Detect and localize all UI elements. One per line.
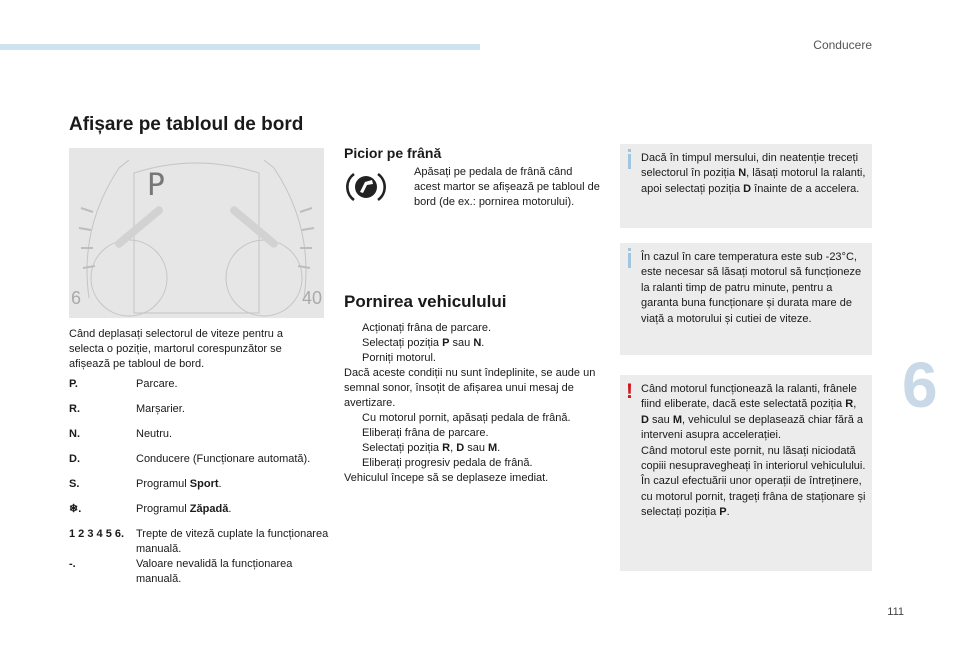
def-value: Trepte de viteză cuplate la funcționarea manuală. [136, 528, 329, 555]
cluster-drawing [69, 148, 324, 318]
start-step [344, 336, 602, 351]
warning-box-text [641, 382, 867, 521]
def-value-bold: Zăpadă [189, 503, 229, 515]
def-value [136, 477, 329, 492]
start-paragraph: Vehiculul începe să se deplaseze imediat. [344, 472, 549, 484]
warning-text-part: Când motorul funcționează la ralanti, frânele fiind eliberate, dacă este selectată poziția [641, 383, 857, 411]
gear-code: D [641, 413, 649, 426]
def-key: ❄. [69, 503, 82, 515]
step-text: Cu motorul pornit, apăsați pedala de frână. [362, 412, 571, 424]
def-value: Marșarier. [136, 403, 185, 415]
step-text [362, 336, 484, 351]
section-label: Conducere [813, 38, 872, 52]
brake-pedal-warning-icon [346, 170, 386, 204]
warning-text-part: sau [648, 413, 673, 426]
def-key: 1 2 3 4 5 6. [69, 528, 125, 540]
intro-text: Când deplasați selectorul de viteze pentru a selecta o poziție, martorul corespunzător se afișează pe tabloul de bord. [69, 328, 284, 370]
page-number: 111 [887, 606, 904, 618]
cluster-scale-left: 6 [71, 288, 82, 308]
info-text-part: Dacă în timpul mersului, din neatenție treceți selectorul în poziția [641, 152, 859, 180]
warning-paragraph: Când motorul este pornit, nu lăsați niciodată copiii nesupravegheați în interiorul vehiculului. [641, 444, 866, 473]
def-value: Parcare. [136, 378, 178, 390]
start-step [344, 441, 602, 456]
step-text-part: sau [449, 337, 474, 349]
start-paragraph: Dacă aceste condiții nu sunt îndeplinite, se aude un semnal sonor, însoțit de afișarea unui mesaj de avertizare. [344, 367, 596, 409]
gear-code: D [456, 442, 465, 454]
start-step [344, 426, 602, 441]
gear-code: D [743, 182, 752, 195]
gear-code: R [845, 398, 854, 411]
warning-text-part: , vehiculul se deplasează chiar fără a interveni asupra accelerației. [641, 413, 863, 442]
bullet-marker [344, 426, 362, 441]
info-box-text [641, 151, 867, 197]
start-step [344, 321, 602, 336]
step-text-part: sau [464, 442, 488, 454]
info-text-part: înainte de a accelera. [751, 182, 860, 195]
cluster-scale-right: 40 [301, 288, 322, 308]
step-text: Acționați frâna de parcare. [362, 322, 492, 334]
def-value-bold: Sport [189, 478, 219, 490]
step-text-part: . [497, 442, 501, 454]
def-row [69, 452, 329, 467]
step-text-part: Selectați poziția [362, 337, 443, 349]
warning-icon: ! [626, 380, 633, 403]
brake-instruction-text: Apăsați pe pedala de frână când acest martor se afișează pe tabloul de bord (de ex.: pornirea motorului). [414, 166, 600, 208]
step-text-part: Selectați poziția [362, 442, 443, 454]
gear-code: N [738, 167, 747, 180]
def-value-text: Programul [136, 503, 190, 515]
def-key: S. [69, 478, 80, 490]
warning-paragraph [641, 382, 867, 444]
info-icon [628, 253, 631, 268]
page-title: Afișare pe tabloul de bord [69, 114, 304, 135]
def-value: Valoare nevalidă la funcționarea manuală. [136, 558, 293, 585]
gear-code: P [719, 506, 727, 519]
step-text [362, 441, 500, 456]
def-row [69, 377, 329, 392]
bullet-marker [344, 336, 362, 351]
def-row [69, 557, 329, 587]
start-step [344, 456, 602, 471]
step-text-part: , [450, 442, 457, 454]
info-text-part: , lăsați motorul la ralanti, apoi selectați poziția [641, 167, 866, 195]
gear-code: M [672, 413, 682, 426]
def-row [69, 402, 329, 417]
def-key: N. [69, 428, 80, 440]
brake-instruction [396, 165, 601, 210]
warning-paragraph [641, 474, 867, 520]
def-value-text: Programul [136, 478, 190, 490]
def-row [69, 527, 329, 557]
info-box-neutral [620, 144, 872, 228]
warning-text-part: În cazul efectuării unor operații de întreținere, cu motorul pornit, trageți frâna de staționare și selectați poziția [641, 475, 866, 519]
def-value: Neutru. [136, 428, 173, 440]
bullet-marker [396, 165, 414, 210]
def-value [136, 502, 329, 517]
def-row [69, 502, 329, 517]
instrument-cluster-image [69, 148, 324, 318]
step-text: Porniți motorul. [362, 352, 436, 364]
warning-box-idle [620, 375, 872, 571]
step-text-part: . [481, 337, 485, 349]
start-step [344, 411, 602, 426]
bullet-marker [344, 441, 362, 456]
header-bar [0, 44, 480, 50]
info-box-text: În cazul în care temperatura este sub -23°C, este necesar să lăsați motorul să funcționeze la ralanti timp de patru minute, pentru a garanta buna funcționare și durata mare de viață a motorului și cutiei de viteze. [641, 251, 862, 325]
def-value-text: . [218, 478, 222, 490]
bullet-marker [344, 351, 362, 366]
def-value-text: . [228, 503, 232, 515]
warning-text-part: . [726, 506, 730, 519]
start-heading: Pornirea vehiculului [344, 292, 507, 311]
chapter-number: 6 [902, 349, 938, 421]
warning-text-part: , [853, 398, 857, 411]
def-key: -. [69, 558, 76, 570]
gear-code: N [473, 337, 482, 349]
def-key: P. [69, 378, 78, 390]
cluster-gear-indicator: P [147, 168, 166, 203]
start-instructions [344, 321, 602, 486]
bullet-marker [344, 411, 362, 426]
info-box-temperature [620, 243, 872, 355]
info-icon [628, 154, 631, 169]
step-text: Eliberați frâna de parcare. [362, 427, 489, 439]
bullet-marker [344, 321, 362, 336]
def-value: Conducere (Funcționare automată). [136, 453, 311, 465]
start-step [344, 351, 602, 366]
brake-heading: Picior pe frână [344, 145, 442, 161]
def-key: R. [69, 403, 80, 415]
gear-definition-list [69, 377, 329, 597]
step-text: Eliberați progresiv pedala de frână. [362, 457, 533, 469]
gear-code: P [442, 337, 450, 349]
def-row [69, 427, 329, 442]
def-key: D. [69, 453, 80, 465]
def-row [69, 477, 329, 492]
gear-code: M [488, 442, 498, 454]
gear-code: R [442, 442, 451, 454]
brake-icon-drawing [346, 170, 386, 204]
bullet-marker [344, 456, 362, 471]
